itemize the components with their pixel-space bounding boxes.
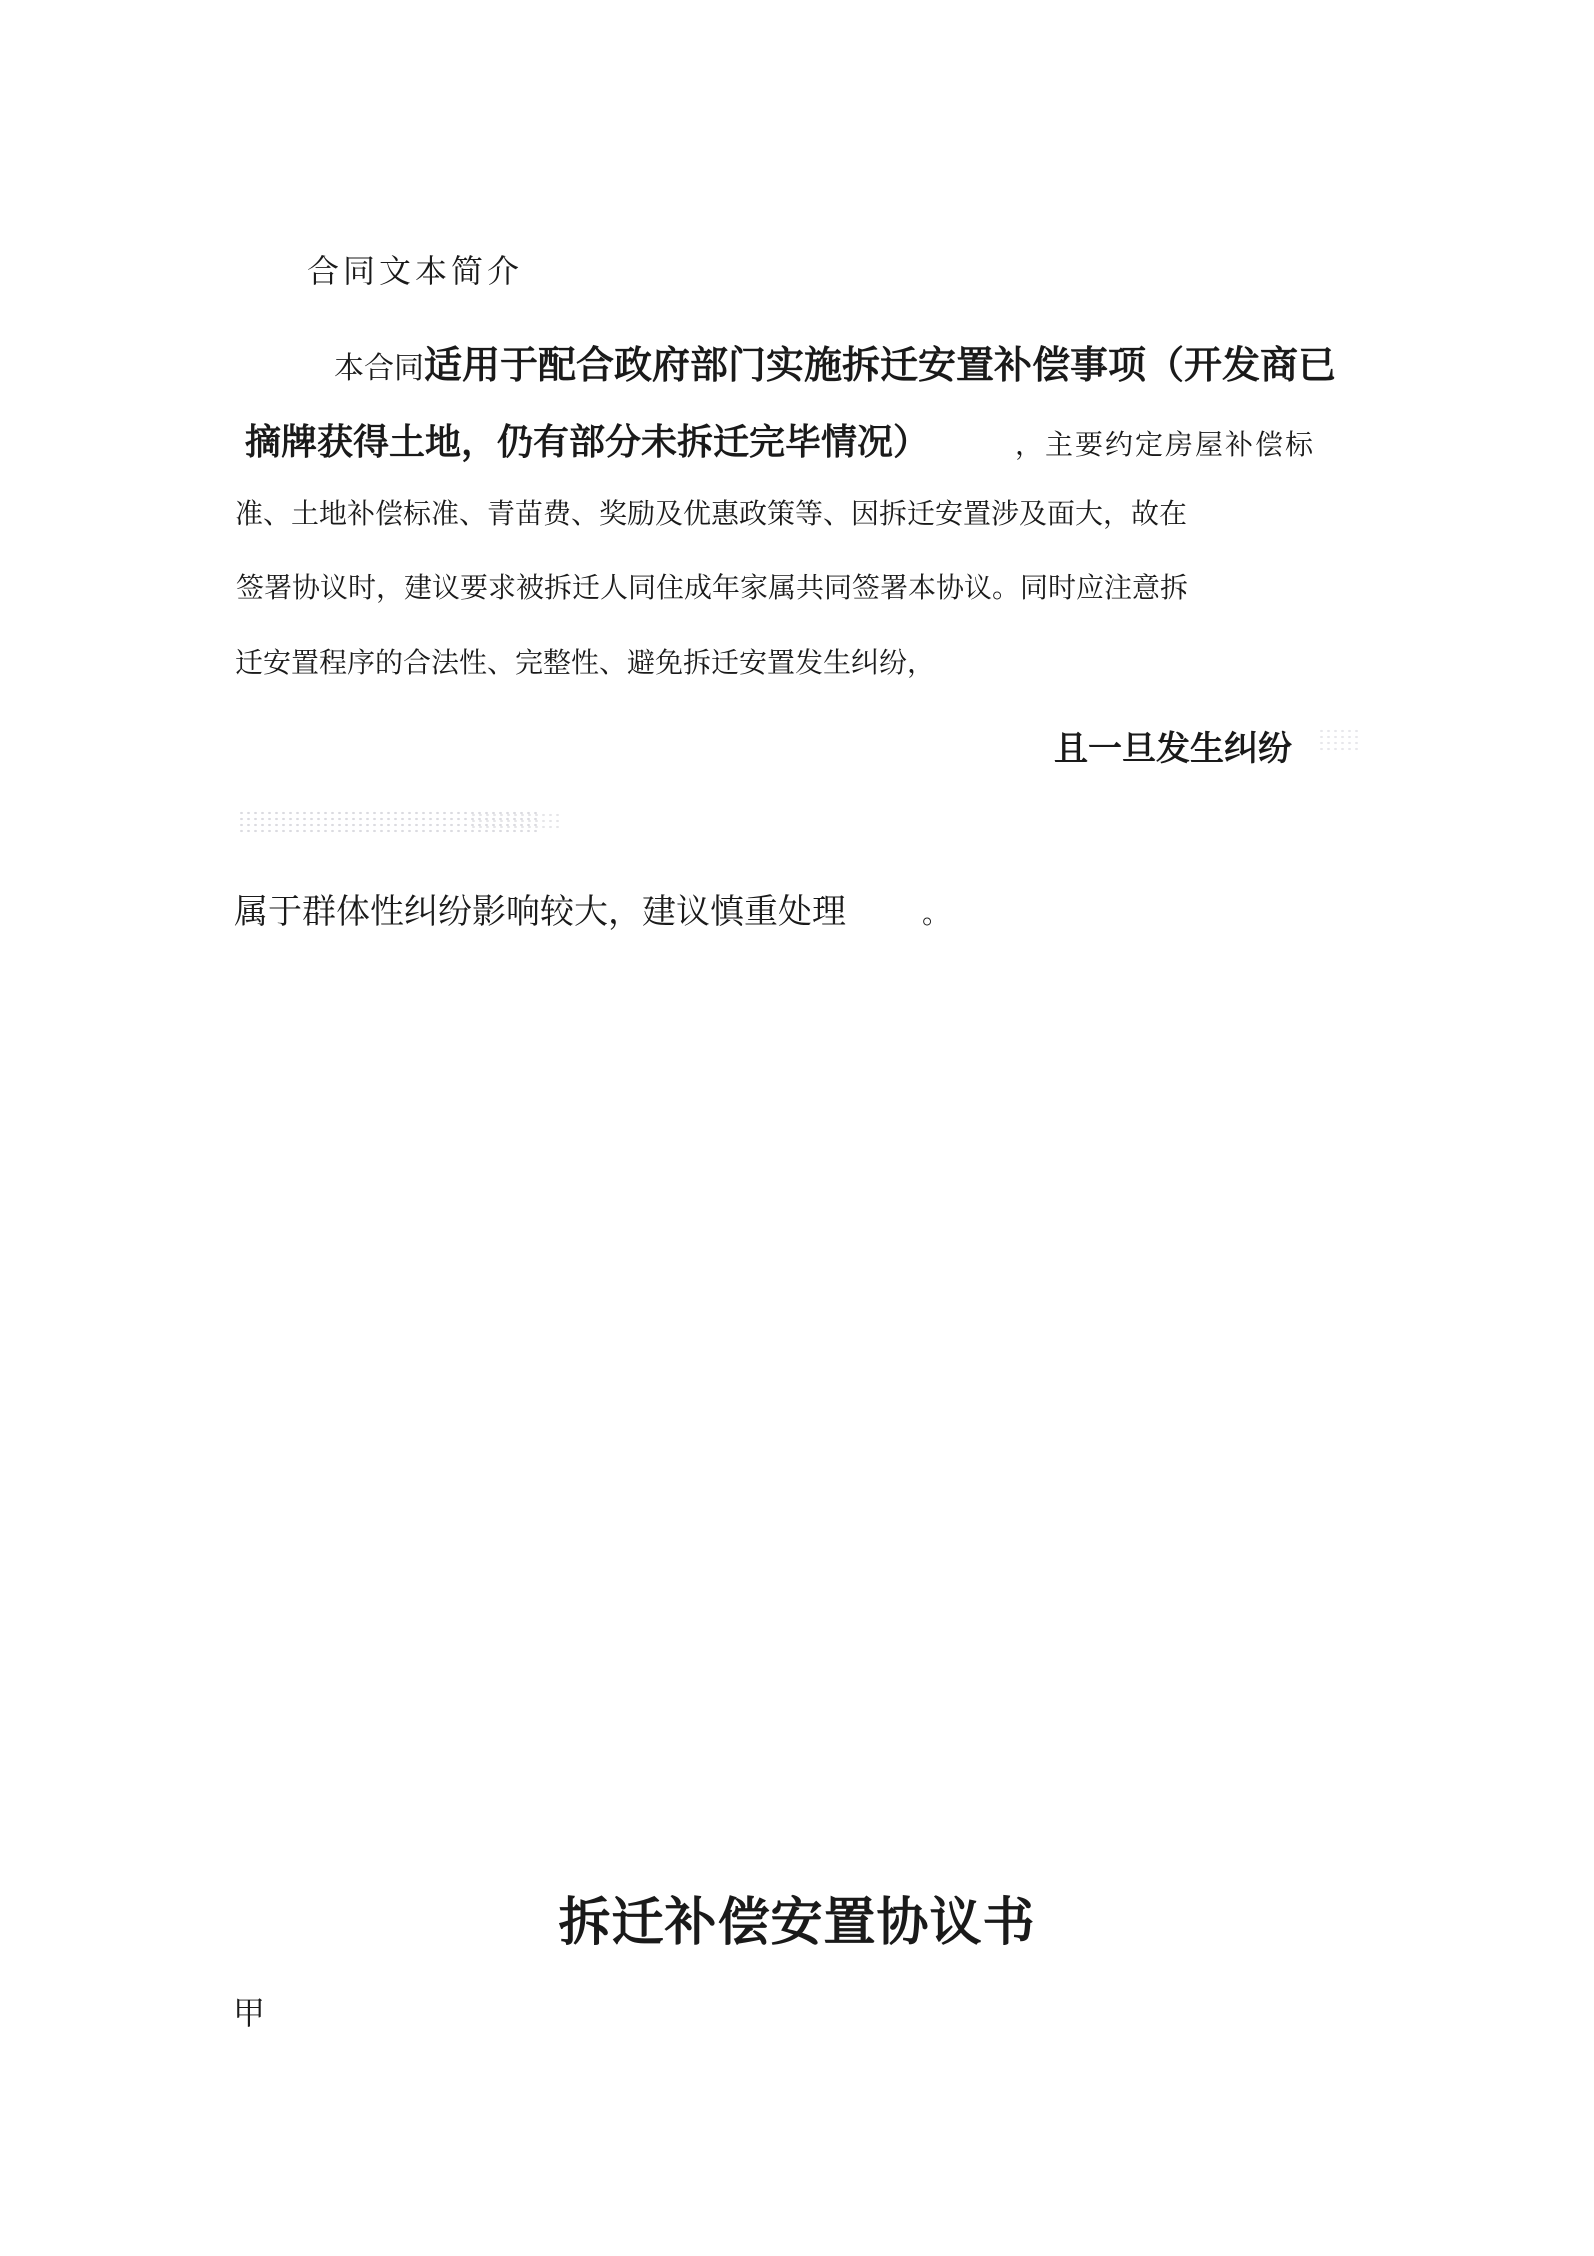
- paragraph-line-4: 签署协议时，建议要求被拆迁人同住成年家属共同签署本协议。同时应注意拆: [236, 572, 1189, 603]
- line2-trailing-text: ，主要约定房屋补偿标: [1015, 429, 1316, 460]
- paragraph-line-3: 准、土地补偿标准、青苗费、奖励及优惠政策等、因拆迁安置涉及面大，故在: [235, 498, 1188, 529]
- faded-watermark-speckles-tail: [470, 812, 562, 832]
- line1-lead-text: 本合同: [334, 352, 424, 385]
- line7-period: 。: [922, 898, 951, 929]
- party-a-label: 甲: [233, 1995, 266, 2031]
- faded-ink-mark: [1318, 728, 1360, 754]
- line7-text: 属于群体性纠纷影响较大，建议慎重处理: [234, 893, 846, 931]
- paragraph-line-5: 迁安置程序的合法性、完整性、避免拆迁安置发生纠纷，: [235, 647, 936, 678]
- paragraph-line-7: [234, 884, 950, 933]
- paragraph-line-1: [334, 334, 1336, 389]
- line2-emphasis-text: 摘牌获得土地，仍有部分未拆迁完毕情况）: [245, 421, 912, 462]
- line1-emphasis-text: 适用于配合政府部门实施拆迁安置补偿事项（开发商已: [424, 345, 1337, 387]
- paragraph-line-6: 且一旦发生纠纷: [1054, 730, 1292, 768]
- paragraph-line-2: [245, 414, 1315, 465]
- agreement-title: 拆迁补偿安置协议书: [558, 1894, 1036, 1952]
- intro-heading: 合同文本简介: [307, 253, 524, 289]
